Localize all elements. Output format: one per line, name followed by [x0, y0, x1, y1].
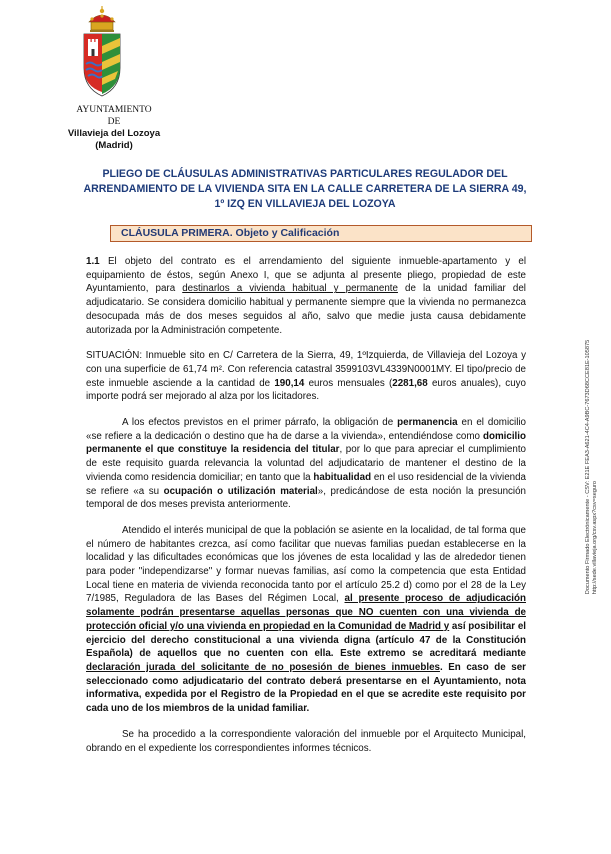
- paragraph-text: euros mensuales (: [304, 377, 393, 389]
- municipality-header: [58, 105, 170, 151]
- paragraph-text: euros anuales), cuyo importe podrá ser mejorado al alza por los licitadores.: [86, 377, 527, 403]
- underlined-text: destinarlos a vivienda habitual y permanente: [182, 283, 398, 295]
- signature-stamp-line-1: Documento Firmado Electrónicamente - CSV: E21E FEA3-A621-4C4-A9BC-7673D68CCE81E-105875: [585, 339, 591, 595]
- title-line-2: ARRENDAMIENTO DE LA VIVIENDA SITA EN LA CALLE CARRETERA DE LA SIERRA 49,: [83, 182, 527, 195]
- signature-stamp-line-2: http://sede.villavieja.org/csv.aspx?csv=seguro: [592, 480, 598, 595]
- paragraph-text: , por lo que para apreciar el cumplimiento de este requisito guarda relevancia la voluntad del adjudicatario de mantener el destino de la vivienda como residencia domiciliar; en tanto que la: [86, 444, 526, 483]
- annual-price: 2281,68: [392, 377, 428, 389]
- document-body: [86, 255, 526, 767]
- paragraph-text: A los efectos previstos en el primer párrafo, la obligación de: [122, 417, 398, 429]
- paragraph-valoracion: [86, 728, 526, 755]
- bold-text: ocupación o utilización material: [163, 485, 318, 497]
- bold-text: habitualidad: [313, 471, 372, 483]
- signature-stamp-text: [585, 340, 599, 594]
- bold-text: . En caso de ser seleccionado como adjudicatario del contrato deberá presentarse en el Ayuntamiento, nota informativa, expedida por el Registro de la Propiedad en el que se acredite este requisito por cada uno de los miembros de la unidad familiar.: [86, 661, 526, 715]
- paragraph-text: SITUACIÓN: Inmueble sito en C/ Carretera de la Sierra, 49, 1ºIzquierda, de Villavieja del Lozoya y con una superficie de 61,74 m². Con referencia catastral 3599103VL4339N0001MY. El tipo/precio de este inmueble asciende a la cantidad de: [86, 350, 526, 389]
- electronic-signature-stamp: [584, 282, 600, 652]
- municipality-name: Villavieja del Lozoya: [67, 128, 161, 139]
- paragraph-text: en el domicilio «se refiere a la dedicación o destino que ha de darse a la vivienda», entendiéndose como: [86, 417, 526, 442]
- paragraph-permanencia: [86, 416, 526, 512]
- clause-heading: CLÁUSULA PRIMERA. Objeto y Calificación: [121, 227, 340, 239]
- paragraph-text: en el uso residencial de la vivienda se refiere «a su: [86, 471, 526, 497]
- paragraph-text: de la unidad familiar del adjudicatario. Se considera domicilio habitual y permanente siempre que la vivienda no permanezca desocupada más de dos meses seguidos al año, salvo que medie justa causa debidamente autorizada por la Administración competente.: [86, 283, 526, 336]
- header-line-de: DE: [107, 116, 121, 127]
- paragraph-text: El objeto del contrato es el arrendamiento del siguiente inmueble-apartamento y el equipamiento de éstos, según Anexo I, que se adjunta al presente pliego, propiedad de este Ayuntamiento, para: [86, 256, 526, 295]
- bold-text: así posibilitar el ejercicio del derecho constitucional a una vivienda digna (artículo 47 de la Constitución Española) de aquellos que no cuenten con ella. Este extremo se acreditará mediante: [86, 620, 526, 660]
- document-title: [82, 167, 528, 211]
- bold-text: domicilio permanente el que constituye la residencia del titular: [86, 430, 526, 456]
- title-line-3: 1º IZQ EN VILLAVIEJA DEL LOZOYA: [214, 197, 396, 210]
- paragraph-situacion: [86, 349, 526, 404]
- municipal-coat-of-arms-logo: [78, 6, 126, 100]
- paragraph-1-1: [86, 255, 526, 337]
- bold-underlined-text: al presente proceso de adjudicación solamente podrán presentarse aquellas personas que NO cuenten con una vivienda de protección oficial y/o una vivienda en propiedad en la Comunidad de Madrid y: [86, 593, 526, 632]
- title-line-1: PLIEGO DE CLÁUSULAS ADMINISTRATIVAS PARTICULARES REGULADOR DEL: [102, 168, 508, 180]
- bold-text: permanencia: [397, 417, 458, 429]
- paragraph-text: », predicándose de esta noción la presunción temporal de dos meses prevista anteriormente.: [86, 485, 526, 511]
- paragraph-number: 1.1: [86, 256, 100, 267]
- paragraph-interes-municipal: [86, 524, 526, 716]
- monthly-price: 190,14: [274, 377, 305, 389]
- bold-underlined-text: declaración jurada del solicitante de no posesión de bienes inmuebles: [86, 661, 440, 673]
- paragraph-text: Atendido el interés municipal de que la población se asiente en la localidad, de tal forma que el número de habitantes crezca, así como facilitar que nuevas familias puedan establecerse en la localidad y las dificultades económicas que los jóvenes de esta localidad y las de alrededor tienen para poder "independizarse" y formar nuevas familias, así como la competencia que esta Entidad Local tiene en materia de vivienda reconocida tanto por el artículo 25.2 d) como por el 28 de la Ley 7/1985, Reguladora de las Bases del Régimen Local,: [86, 524, 526, 605]
- paragraph-text: Se ha procedido a la correspondiente valoración del inmueble por el Arquitecto Municipal, obrando en el expediente los correspondientes informes técnicos.: [86, 728, 526, 754]
- header-line-ayuntamiento: AYUNTAMIENTO: [76, 105, 152, 115]
- province-name: (Madrid): [95, 139, 133, 151]
